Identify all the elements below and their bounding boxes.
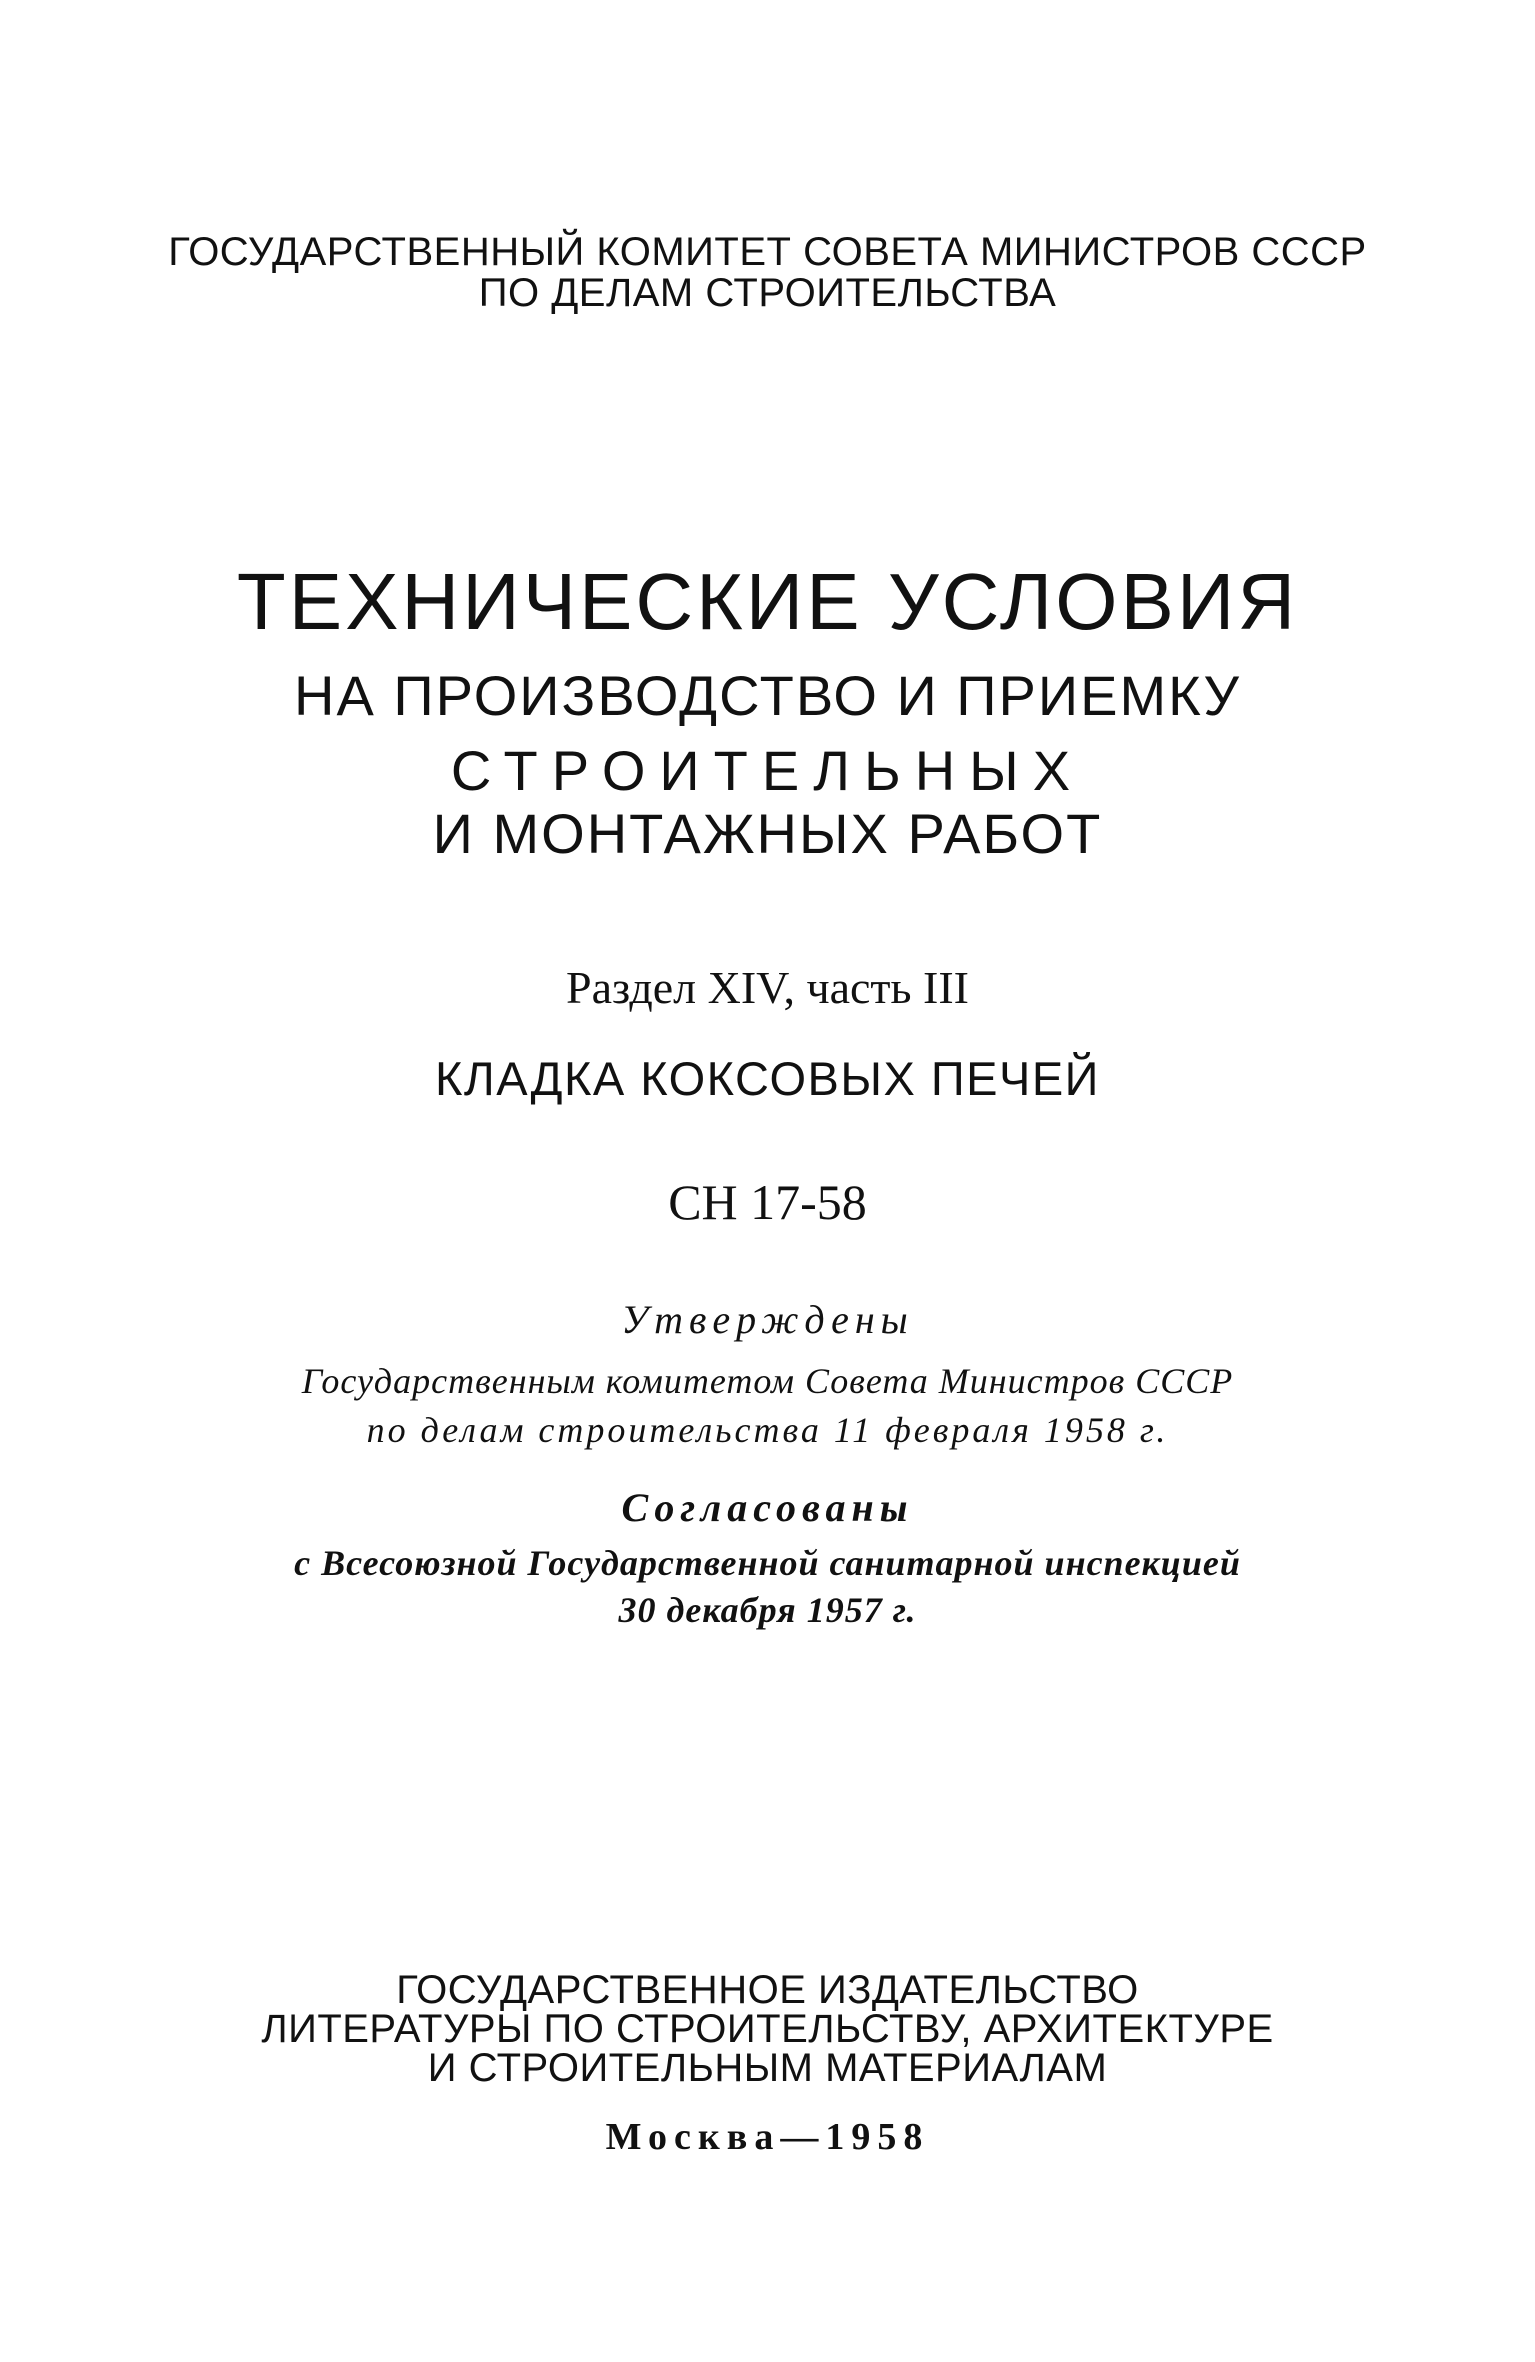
approval-line-2: по делам строительства 11 февраля 1958 г.: [366, 1410, 1169, 1450]
document-subtitle-line-3: И МОНТАЖНЫХ РАБОТ: [432, 802, 1103, 865]
issuer-line-2: ПО ДЕЛАМ СТРОИТЕЛЬСТВА: [478, 271, 1057, 315]
document-subtitle-line-2: СТРОИТЕЛЬНЫХ: [450, 739, 1085, 802]
agreement-line-1: с Всесоюзной Государственной санитарной инспекцией: [294, 1543, 1241, 1583]
issuer-line-1: ГОСУДАРСТВЕННЫЙ КОМИТЕТ СОВЕТА МИНИСТРОВ СССР: [168, 230, 1367, 274]
agreement-line-2: 30 декабря 1957 г.: [618, 1590, 917, 1630]
publisher-line-2: ЛИТЕРАТУРЫ ПО СТРОИТЕЛЬСТВУ, АРХИТЕКТУРЕ: [261, 2007, 1274, 2051]
agreement-label: Согласованы: [621, 1485, 914, 1530]
document-subtitle-line-1: НА ПРОИЗВОДСТВО И ПРИЕМКУ: [294, 664, 1241, 727]
document-title: ТЕХНИЧЕСКИЕ УСЛОВИЯ: [236, 557, 1299, 646]
approval-line-1: Государственным комитетом Совета Министров СССР: [301, 1361, 1234, 1401]
publisher-line-1: ГОСУДАРСТВЕННОЕ ИЗДАТЕЛЬСТВО: [396, 1968, 1139, 2012]
publisher-line-3: И СТРОИТЕЛЬНЫМ МАТЕРИАЛАМ: [427, 2046, 1108, 2090]
approval-label: Утверждены: [621, 1297, 914, 1342]
document-topic: КЛАДКА КОКСОВЫХ ПЕЧЕЙ: [435, 1052, 1100, 1105]
document-code: СН 17-58: [668, 1174, 867, 1230]
section-designation: Раздел XIV, часть III: [566, 962, 969, 1013]
publication-place-year: Москва—1958: [605, 2116, 930, 2158]
